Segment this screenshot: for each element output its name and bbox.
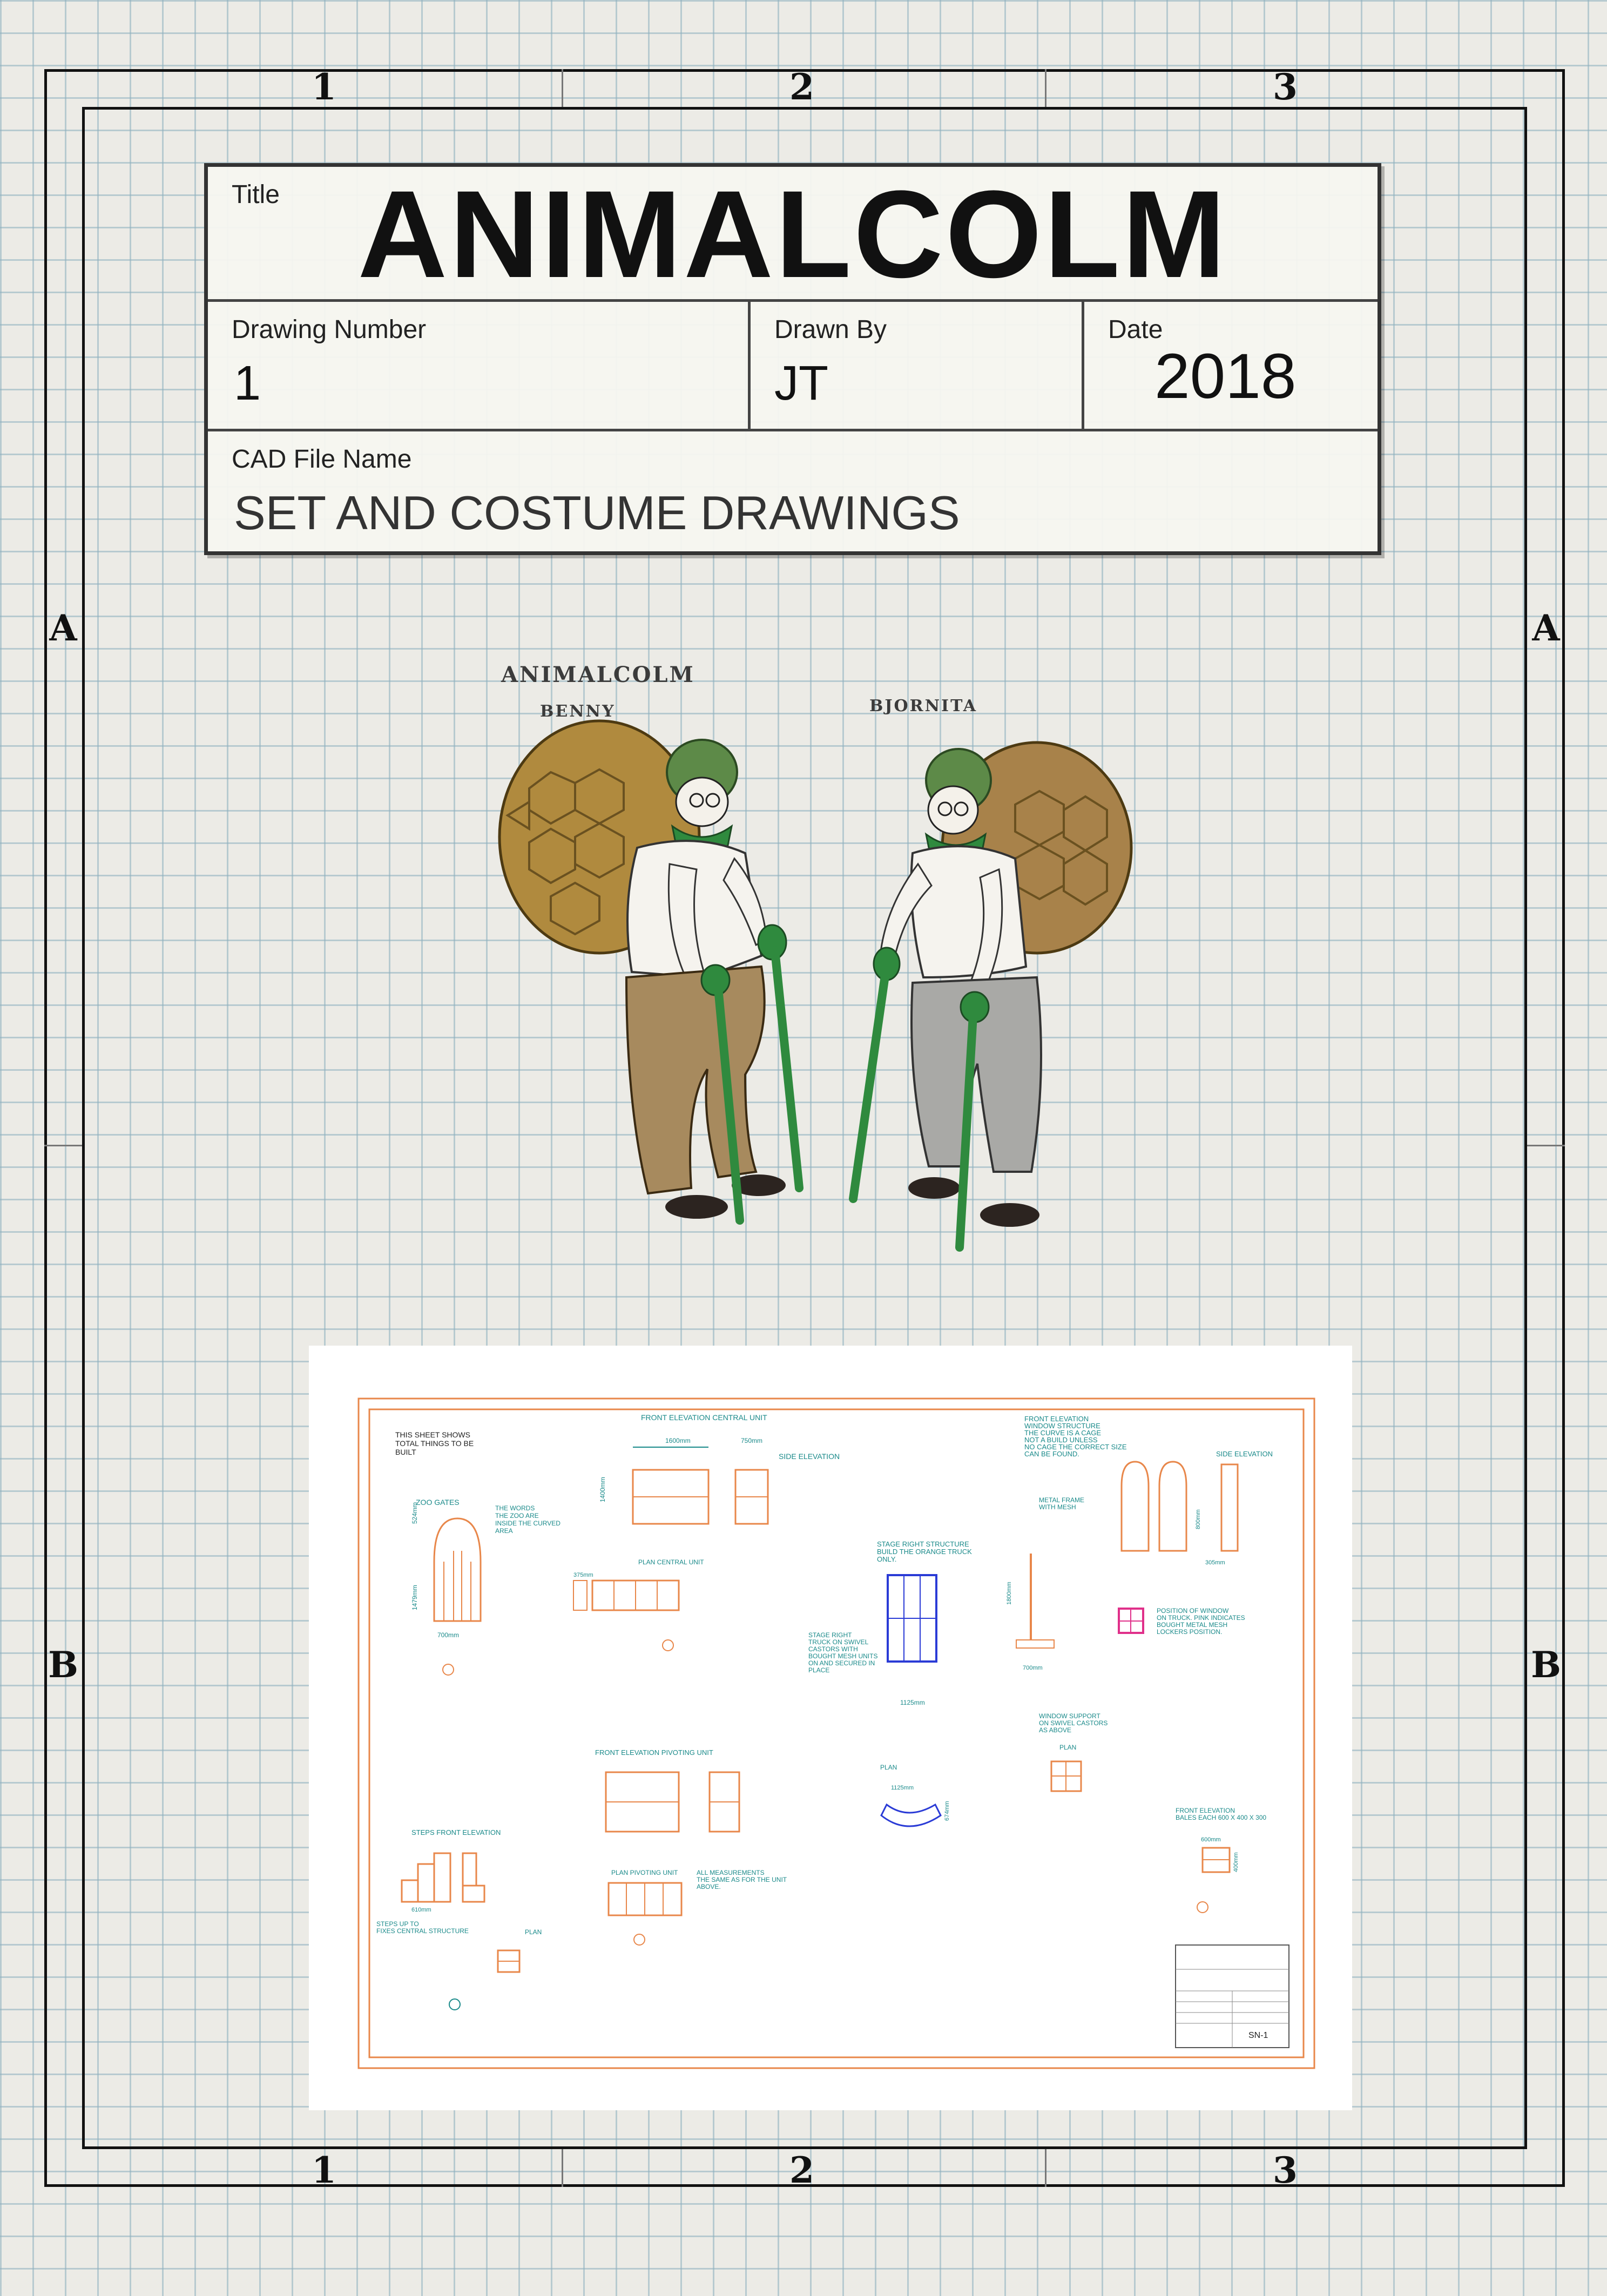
drawn-by-value: JT (774, 356, 828, 410)
all-measurements-note: ALL MEASUREMENTS THE SAME AS FOR THE UNIT ABOVE. (697, 1869, 787, 1890)
row-label-a-right: A (1532, 607, 1560, 649)
column-label-2-bottom: 2 (789, 2149, 814, 2191)
label-plan-window: PLAN (1059, 1744, 1077, 1751)
label-side-elevation: SIDE ELEVATION (779, 1452, 840, 1461)
position-window-note: POSITION OF WINDOW ON TRUCK. PINK INDICATES BOUGHT METAL MESH LOCKERS POSITION. (1157, 1607, 1245, 1636)
date-value: 2018 (1154, 341, 1297, 412)
benny-face (676, 778, 728, 826)
zoo-gate-drawing (434, 1518, 481, 1621)
label-front-elevation-pivoting: FRONT ELEVATION PIVOTING UNIT (595, 1748, 713, 1757)
zone-tick (1045, 69, 1046, 107)
cad-intro: THIS SHEET SHOWS TOTAL THINGS TO BE BUILT (395, 1430, 474, 1456)
cad-file-value: SET AND COSTUME DRAWINGS (234, 486, 960, 539)
title-block (204, 163, 1381, 555)
dim-1600: 1600mm (665, 1437, 691, 1444)
row-label-b-right: B (1531, 1644, 1561, 1686)
benny-shoe (665, 1195, 728, 1219)
dim-600: 600mm (1201, 1836, 1221, 1843)
bjornita-figure (853, 742, 1131, 1247)
window-arch (1159, 1462, 1186, 1551)
dim-700: 700mm (437, 1631, 460, 1639)
dim-400: 400mm (1233, 1852, 1239, 1872)
zoo-words-note: THE WORDS THE ZOO ARE INSIDE THE CURVED AREA (495, 1504, 561, 1535)
column-label-3: 3 (1273, 66, 1298, 108)
benny-trousers (626, 967, 765, 1193)
bjornita-cane (853, 972, 886, 1199)
zone-tick (562, 2149, 563, 2187)
title-row (208, 167, 1378, 302)
dim-750: 750mm (741, 1437, 763, 1444)
label-plan-steps: PLAN (525, 1928, 542, 1936)
dim-1800: 1800mm (1006, 1582, 1012, 1605)
dim-700-window: 700mm (1023, 1665, 1043, 1671)
info-row (208, 302, 1378, 431)
label-plan-curved: PLAN (880, 1764, 897, 1771)
drawing-number-caption: Drawing Number (232, 315, 427, 344)
zone-tick (562, 69, 563, 107)
drawn-by-caption: Drawn By (774, 315, 887, 344)
stage-right-title: STAGE RIGHT STRUCTURE BUILD THE ORANGE TRUCK ONLY. (877, 1540, 972, 1563)
dim-674: 674mm (944, 1801, 950, 1821)
drawn-by-cell (751, 302, 1084, 429)
drawing-number-value: 1 (234, 356, 261, 410)
step-block (418, 1864, 434, 1902)
bales-note: FRONT ELEVATION BALES EACH 600 X 400 X 300 (1176, 1807, 1267, 1821)
zone-tick (1527, 1145, 1565, 1146)
dim-1479: 1479mm (411, 1585, 418, 1610)
cad-file-caption: CAD File Name (232, 445, 412, 474)
benny-cane (775, 950, 799, 1188)
illustration-heading: ANIMALCOLM (501, 662, 695, 687)
bjornita-shoe (980, 1203, 1039, 1227)
dim-610: 610mm (411, 1907, 431, 1913)
window-structure-note: FRONT ELEVATION WINDOW STRUCTURE THE CURVE IS A CAGE NOT A BUILD UNLESS NO CAGE THE CORRECT SIZE CAN BE FOUND. (1024, 1415, 1127, 1458)
dim-524: 524mm (411, 1502, 418, 1524)
dim-1125-plan: 1125mm (891, 1785, 914, 1791)
bjornita-face (928, 786, 978, 834)
label-side-elevation-2: SIDE ELEVATION (1216, 1450, 1273, 1458)
benny-figure (499, 721, 799, 1220)
window-support-note: WINDOW SUPPORT ON SWIVEL CASTORS AS ABOVE (1039, 1712, 1108, 1734)
benny-label: BENNY (540, 702, 616, 721)
bjornita-shirt (911, 846, 1027, 977)
dim-305: 305mm (1205, 1559, 1225, 1566)
cad-sheet-id: SN-1 (1248, 2031, 1268, 2040)
step-block (402, 1880, 418, 1902)
label-zoo-gates: ZOO GATES (416, 1498, 460, 1507)
zone-tick (1045, 2149, 1046, 2187)
bjornita-label: BJORNITA (869, 697, 978, 715)
cad-drawing-sheet (309, 1346, 1352, 2110)
window-arch (1122, 1462, 1149, 1551)
cad-outer-border (359, 1399, 1314, 2068)
label-steps-front: STEPS FRONT ELEVATION (411, 1828, 501, 1836)
stage-right-truck-note: STAGE RIGHT TRUCK ON SWIVEL CASTORS WITH BOUGHT MESH UNITS ON AND SECURED IN PLACE (808, 1631, 878, 1674)
row-label-a: A (49, 607, 77, 649)
label-front-elevation-central: FRONT ELEVATION CENTRAL UNIT (641, 1413, 767, 1422)
title-value: ANIMALCOLM (357, 165, 1228, 303)
bjornita-shoe (908, 1177, 960, 1199)
column-label-3-bottom: 3 (1273, 2149, 1298, 2191)
column-label-1: 1 (312, 66, 336, 108)
steps-up-note: STEPS UP TO FIXES CENTRAL STRUCTURE (376, 1920, 469, 1935)
dim-1400: 1400mm (599, 1477, 606, 1502)
dim-375: 375mm (573, 1572, 593, 1578)
dim-1125: 1125mm (900, 1699, 925, 1706)
costume-illustration (464, 648, 1199, 1264)
step-block (434, 1853, 450, 1902)
dim-800: 800mm (1195, 1509, 1201, 1529)
label-plan-pivoting: PLAN PIVOTING UNIT (611, 1869, 678, 1876)
date-cell (1084, 302, 1378, 429)
curved-plan (881, 1805, 941, 1826)
cad-file-row (208, 431, 1378, 551)
column-label-2: 2 (789, 66, 814, 108)
title-caption: Title (232, 180, 280, 209)
date-caption: Date (1108, 315, 1163, 344)
metal-frame-note: METAL FRAME WITH MESH (1039, 1496, 1085, 1511)
characters-drawing (464, 648, 1199, 1264)
zone-tick (44, 1145, 82, 1146)
label-plan-central: PLAN CENTRAL UNIT (638, 1558, 704, 1566)
column-label-1-bottom: 1 (312, 2149, 336, 2191)
row-label-b: B (48, 1644, 78, 1686)
drawing-number-cell (208, 302, 751, 429)
cad-drawing (309, 1346, 1352, 2110)
